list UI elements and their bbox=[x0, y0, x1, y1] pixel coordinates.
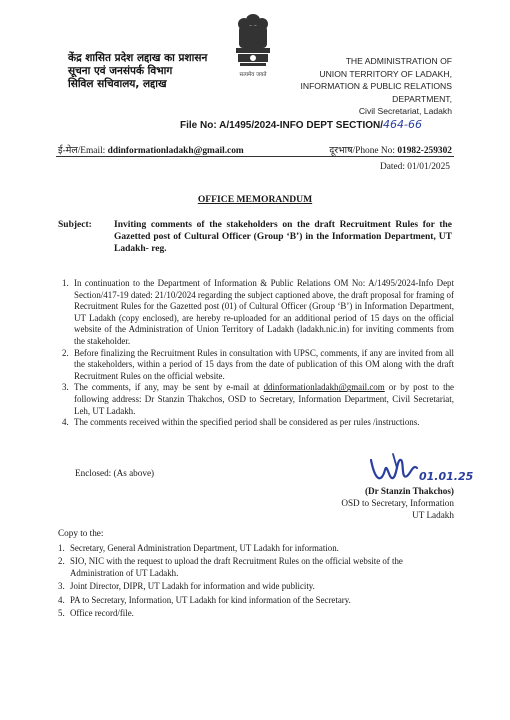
file-number bbox=[180, 118, 422, 131]
copy-number: 1. bbox=[58, 543, 65, 553]
hindi-line-3: सिविल सचिवालय, लद्दाख bbox=[68, 78, 167, 90]
signatory-name: (Dr Stanzin Thakchos) bbox=[364, 486, 454, 496]
file-number-label: File No: bbox=[180, 120, 217, 131]
phone-line bbox=[329, 143, 452, 156]
copy-to-list bbox=[58, 543, 458, 621]
header-divider bbox=[56, 156, 454, 157]
english-line-4: DEPARTMENT, bbox=[392, 93, 452, 104]
copy-text: SIO, NIC with the request to upload the draft Recruitment Rules on the official website of the Administration of UT Ladakh. bbox=[70, 556, 403, 578]
list-item bbox=[58, 581, 458, 592]
point-text: The comments received within the specified period shall be considered as per rules /instructions. bbox=[74, 417, 420, 428]
subject-label: Subject: bbox=[58, 220, 92, 230]
list-item bbox=[62, 348, 454, 383]
hindi-line-2: सूचना एवं जनसंपर्क विभाग bbox=[68, 65, 173, 77]
email-label: ई-मेल/Email: bbox=[58, 146, 106, 156]
point-number: 2. bbox=[62, 347, 69, 358]
phone-number: 01982-259302 bbox=[397, 146, 452, 156]
list-item bbox=[62, 278, 454, 348]
copy-text: Office record/file. bbox=[70, 608, 134, 619]
emblem-caption: सत्यमेव जयते bbox=[239, 72, 267, 78]
point-text: or by post to the following address: Dr Stanzin Thakchos, OSD to Secretary, Information Department, Civil Secretariat, Leh, UT Ladakh. bbox=[74, 382, 455, 416]
english-line-1: THE ADMINISTRATION OF bbox=[345, 56, 452, 66]
copy-number: 4. bbox=[58, 594, 65, 605]
signature-date: 01.01.25 bbox=[419, 470, 474, 483]
memo-date: Dated: 01/01/2025 bbox=[379, 162, 450, 172]
point-number: 3. bbox=[62, 382, 69, 393]
list-item bbox=[62, 417, 454, 429]
memo-points bbox=[62, 278, 454, 429]
signatory-block bbox=[341, 485, 454, 521]
letterhead-english bbox=[262, 55, 452, 118]
hindi-line-1: केंद्र शासित प्रदेश लद्दाख का प्रशासन bbox=[68, 52, 208, 64]
email-link[interactable]: ddinformationladakh@gmail.com bbox=[263, 382, 385, 393]
list-item bbox=[58, 556, 458, 579]
file-number-handwritten: 464-66 bbox=[383, 118, 423, 131]
phone-label: दूरभाष/Phone No: bbox=[329, 146, 395, 156]
copy-number: 3. bbox=[58, 581, 65, 592]
english-line-3: INFORMATION & PUBLIC RELATIONS bbox=[300, 81, 452, 91]
copy-number: 2. bbox=[58, 556, 65, 567]
copy-text: PA to Secretary, Information, UT Ladakh for kind information of the Secretary. bbox=[70, 594, 351, 605]
memo-title: OFFICE MEMORANDUM bbox=[197, 194, 313, 205]
english-line-5: Civil Secretariat, Ladakh bbox=[358, 106, 452, 116]
subject-block bbox=[58, 219, 452, 256]
signatory-place: UT Ladakh bbox=[412, 510, 454, 520]
email-line bbox=[58, 143, 244, 156]
point-text: Before finalizing the Recruitment Rules in consultation with UPSC, comments, if any are invited from all the stakeholders, within a period of 15 days from the date of publication of this OM along with the draft Recruitment Rules on the official website. bbox=[74, 347, 454, 381]
list-item bbox=[58, 543, 458, 554]
enclosure-note: Enclosed: (As above) bbox=[75, 468, 155, 478]
copy-number: 5. bbox=[58, 608, 65, 619]
letterhead-hindi bbox=[68, 52, 243, 91]
point-text: In continuation to the Department of Information & Public Relations OM No: A/1495/2024-Info Dept Section/417-19 dated: 21/10/2024 regarding the subject captioned above, the draft proposal for framing of Recruitment Rules for the Gazetted post (01) of Cultural Officer (Group ‘B’) in Information Department, UT Ladakh (copy enclosed), are hereby re-uploaded for an additional period of 15 days on the official website of the Administration of Union Territory of Ladakh (ladakh.nic.in) for inviting comments from the stakeholder. bbox=[74, 278, 454, 346]
copy-text: Secretary, General Administration Department, UT Ladakh for information. bbox=[70, 543, 339, 553]
signature-image bbox=[363, 450, 474, 488]
list-item bbox=[58, 608, 458, 619]
signatory-designation: OSD to Secretary, Information bbox=[341, 498, 454, 508]
point-text: The comments, if any, may be sent by e-mail at bbox=[74, 382, 264, 393]
list-item bbox=[62, 382, 454, 417]
list-item bbox=[58, 595, 458, 606]
copy-to-label: Copy to the: bbox=[58, 528, 104, 538]
point-number: 1. bbox=[62, 278, 69, 288]
point-number: 4. bbox=[62, 417, 69, 428]
file-number-value: A/1495/2024-INFO DEPT SECTION/ bbox=[219, 120, 384, 131]
english-line-2: UNION TERRITORY OF LADAKH, bbox=[319, 68, 452, 79]
copy-text: Joint Director, DIPR, UT Ladakh for information and wide publicity. bbox=[70, 581, 315, 592]
email-address[interactable]: ddinformationladakh@gmail.com bbox=[107, 146, 244, 156]
subject-text: Inviting comments of the stakeholders on the draft Recruitment Rules for the Gazetted post of Cultural Officer (Group ‘B’) in the Information Department, UT Ladakh- reg. bbox=[114, 220, 452, 255]
